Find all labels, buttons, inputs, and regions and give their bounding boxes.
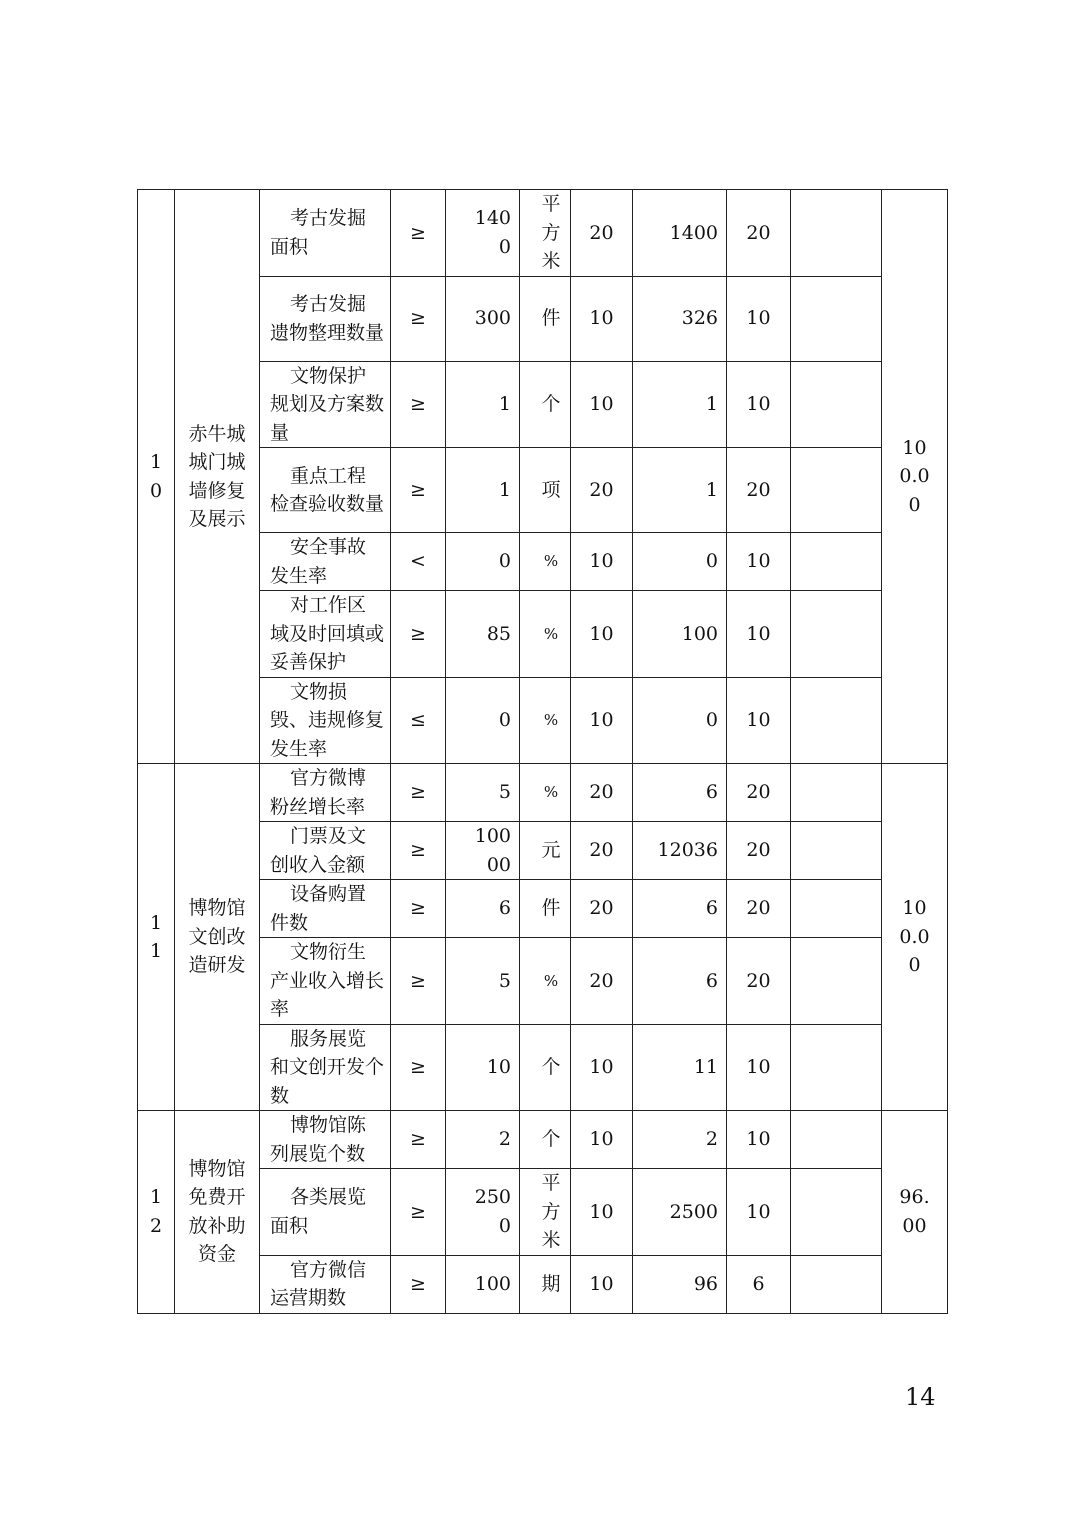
score-value: 10 — [727, 1024, 791, 1111]
actual-value: 6 — [633, 938, 727, 1025]
target-value — [446, 764, 520, 822]
note-cell — [791, 276, 882, 361]
unit — [520, 880, 571, 938]
score-value: 10 — [727, 276, 791, 361]
comparison-operator: ≥ — [391, 190, 446, 277]
comparison-operator: ≥ — [391, 1169, 446, 1256]
weight-value: 20 — [571, 764, 633, 822]
actual-value: 2500 — [633, 1169, 727, 1256]
project-name-cell — [175, 764, 260, 1111]
actual-value: 6 — [633, 764, 727, 822]
actual-value: 1 — [633, 361, 727, 448]
note-cell — [791, 677, 882, 764]
target-value — [446, 276, 520, 361]
unit-text: % — [543, 971, 559, 990]
indicator-name: 官方微信运营期数 — [260, 1255, 391, 1313]
comparison-operator: ≥ — [391, 276, 446, 361]
unit-text: 元 — [541, 839, 561, 862]
weight-value: 20 — [571, 938, 633, 1025]
unit-text: 件 — [541, 897, 561, 920]
score-value: 20 — [727, 764, 791, 822]
note-cell — [791, 1024, 882, 1111]
project-number-cell — [138, 1111, 175, 1314]
note-cell — [791, 938, 882, 1025]
unit — [520, 1111, 571, 1169]
unit-text: 个 — [541, 393, 561, 415]
target-value — [446, 1024, 520, 1111]
project-name: 博物馆免费开放补助资金 — [188, 1157, 246, 1266]
comparison-operator: ≥ — [391, 1111, 446, 1169]
table-row — [138, 533, 948, 591]
actual-value: 100 — [633, 591, 727, 678]
note-cell — [791, 361, 882, 448]
page-number: 14 — [905, 1383, 936, 1411]
target-value — [446, 677, 520, 764]
note-cell — [791, 533, 882, 591]
weight-value: 20 — [571, 880, 633, 938]
target-value — [446, 1169, 520, 1256]
note-cell — [791, 190, 882, 277]
target-value-text: 6 — [498, 897, 511, 920]
indicator-name: 文物衍生产业收入增长率 — [260, 938, 391, 1025]
unit-text: 个 — [541, 1128, 561, 1151]
unit — [520, 361, 571, 448]
unit-text: 项 — [541, 478, 561, 501]
unit — [520, 190, 571, 277]
indicator-name: 重点工程检查验收数量 — [260, 448, 391, 533]
note-cell — [791, 591, 882, 678]
actual-value: 1 — [633, 448, 727, 533]
unit-text: % — [543, 711, 559, 729]
table-row — [138, 822, 948, 880]
project-number-cell — [138, 764, 175, 1111]
unit — [520, 448, 571, 533]
project-number: 10 — [149, 451, 163, 502]
table-row — [138, 1024, 948, 1111]
indicator-name: 博物馆陈列展览个数 — [260, 1111, 391, 1169]
indicator-name: 安全事故发生率 — [260, 533, 391, 591]
score-value: 20 — [727, 938, 791, 1025]
score-value: 10 — [727, 1111, 791, 1169]
comparison-operator: ≥ — [391, 880, 446, 938]
weight-value: 10 — [571, 591, 633, 678]
total-score-cell — [882, 190, 948, 764]
unit-text: % — [543, 552, 559, 571]
unit — [520, 1255, 571, 1313]
total-score: 100.00 — [899, 897, 930, 977]
note-cell — [791, 880, 882, 938]
target-value-text: 10000 — [474, 825, 511, 876]
project-name: 博物馆文创改造研发 — [188, 897, 246, 977]
table-row — [138, 880, 948, 938]
target-value-text: 10 — [486, 1056, 511, 1078]
table-row — [138, 276, 948, 361]
score-value: 20 — [727, 190, 791, 277]
comparison-operator: ≥ — [391, 764, 446, 822]
target-value-text: 5 — [498, 781, 511, 804]
unit — [520, 677, 571, 764]
unit-text: % — [543, 783, 559, 802]
score-value: 20 — [727, 822, 791, 880]
target-value-text: 100 — [474, 1272, 511, 1295]
target-value — [446, 190, 520, 277]
actual-value: 0 — [633, 677, 727, 764]
unit — [520, 1169, 571, 1256]
unit-text: 期 — [541, 1272, 561, 1295]
unit-text: 平方米 — [541, 1172, 561, 1251]
actual-value: 2 — [633, 1111, 727, 1169]
project-number: 11 — [149, 911, 163, 962]
indicator-name: 官方微博粉丝增长率 — [260, 764, 391, 822]
unit — [520, 276, 571, 361]
indicator-name: 服务展览和文创开发个数 — [260, 1024, 391, 1111]
table-row — [138, 1111, 948, 1169]
actual-value: 96 — [633, 1255, 727, 1313]
table-row — [138, 448, 948, 533]
table-row — [138, 190, 948, 277]
note-cell — [791, 1255, 882, 1313]
project-number: 12 — [149, 1186, 163, 1237]
note-cell — [791, 1169, 882, 1256]
unit-text: 件 — [541, 307, 561, 330]
unit-text: 个 — [541, 1056, 561, 1078]
actual-value: 6 — [633, 880, 727, 938]
comparison-operator: ≤ — [391, 677, 446, 764]
target-value — [446, 822, 520, 880]
score-value: 10 — [727, 1169, 791, 1256]
weight-value: 10 — [571, 276, 633, 361]
weight-value: 20 — [571, 190, 633, 277]
table-row — [138, 1169, 948, 1256]
weight-value: 10 — [571, 361, 633, 448]
unit — [520, 764, 571, 822]
target-value — [446, 361, 520, 448]
unit — [520, 591, 571, 678]
actual-value: 326 — [633, 276, 727, 361]
table-row — [138, 938, 948, 1025]
target-value-text: 85 — [486, 622, 511, 645]
score-value: 10 — [727, 677, 791, 764]
target-value-text: 2 — [498, 1128, 511, 1151]
target-value — [446, 448, 520, 533]
project-name-cell — [175, 1111, 260, 1314]
target-value — [446, 938, 520, 1025]
note-cell — [791, 448, 882, 533]
weight-value: 10 — [571, 677, 633, 764]
weight-value: 10 — [571, 1111, 633, 1169]
indicator-name: 考古发掘面积 — [260, 190, 391, 277]
comparison-operator: ≥ — [391, 591, 446, 678]
unit-text: 平方米 — [541, 193, 561, 272]
target-value-text: 1400 — [474, 207, 511, 258]
total-score-cell — [882, 1111, 948, 1314]
unit — [520, 533, 571, 591]
score-value: 10 — [727, 533, 791, 591]
comparison-operator: ≥ — [391, 361, 446, 448]
weight-value: 20 — [571, 822, 633, 880]
table-row — [138, 361, 948, 448]
comparison-operator: ≥ — [391, 448, 446, 533]
weight-value: 10 — [571, 1169, 633, 1256]
score-value: 20 — [727, 880, 791, 938]
note-cell — [791, 764, 882, 822]
performance-table — [137, 189, 948, 1314]
total-score: 100.00 — [899, 436, 930, 516]
total-score: 96.00 — [899, 1186, 930, 1237]
unit-text: % — [543, 624, 559, 643]
indicator-name: 文物损毁、违规修复发生率 — [260, 677, 391, 764]
target-value — [446, 1255, 520, 1313]
score-value: 10 — [727, 361, 791, 448]
target-value-text: 0 — [498, 550, 511, 573]
unit — [520, 1024, 571, 1111]
comparison-operator: ≥ — [391, 822, 446, 880]
target-value-text: 5 — [498, 969, 511, 992]
score-value: 6 — [727, 1255, 791, 1313]
project-number-cell — [138, 190, 175, 764]
project-name: 赤牛城城门城墙修复及展示 — [188, 422, 246, 530]
project-name-cell — [175, 190, 260, 764]
indicator-name: 各类展览面积 — [260, 1169, 391, 1256]
table-row — [138, 764, 948, 822]
weight-value: 20 — [571, 448, 633, 533]
score-value: 20 — [727, 448, 791, 533]
actual-value: 0 — [633, 533, 727, 591]
target-value-text: 1 — [498, 478, 511, 501]
score-value: 10 — [727, 591, 791, 678]
target-value — [446, 1111, 520, 1169]
indicator-name: 考古发掘遗物整理数量 — [260, 276, 391, 361]
total-score-cell — [882, 764, 948, 1111]
comparison-operator: ≥ — [391, 1024, 446, 1111]
unit — [520, 822, 571, 880]
target-value — [446, 880, 520, 938]
actual-value: 11 — [633, 1024, 727, 1111]
table-row — [138, 677, 948, 764]
target-value-text: 0 — [498, 709, 511, 731]
table-row — [138, 1255, 948, 1313]
note-cell — [791, 1111, 882, 1169]
actual-value: 12036 — [633, 822, 727, 880]
comparison-operator: < — [391, 533, 446, 591]
target-value-text: 2500 — [474, 1186, 511, 1237]
target-value-text: 1 — [498, 393, 511, 415]
weight-value: 10 — [571, 533, 633, 591]
comparison-operator: ≥ — [391, 938, 446, 1025]
note-cell — [791, 822, 882, 880]
indicator-name: 设备购置件数 — [260, 880, 391, 938]
indicator-name: 对工作区域及时回填或妥善保护 — [260, 591, 391, 678]
target-value — [446, 591, 520, 678]
indicator-name: 文物保护规划及方案数量 — [260, 361, 391, 448]
weight-value: 10 — [571, 1024, 633, 1111]
target-value-text: 300 — [474, 307, 511, 330]
target-value — [446, 533, 520, 591]
weight-value: 10 — [571, 1255, 633, 1313]
table-row — [138, 591, 948, 678]
actual-value: 1400 — [633, 190, 727, 277]
indicator-name: 门票及文创收入金额 — [260, 822, 391, 880]
unit — [520, 938, 571, 1025]
comparison-operator: ≥ — [391, 1255, 446, 1313]
